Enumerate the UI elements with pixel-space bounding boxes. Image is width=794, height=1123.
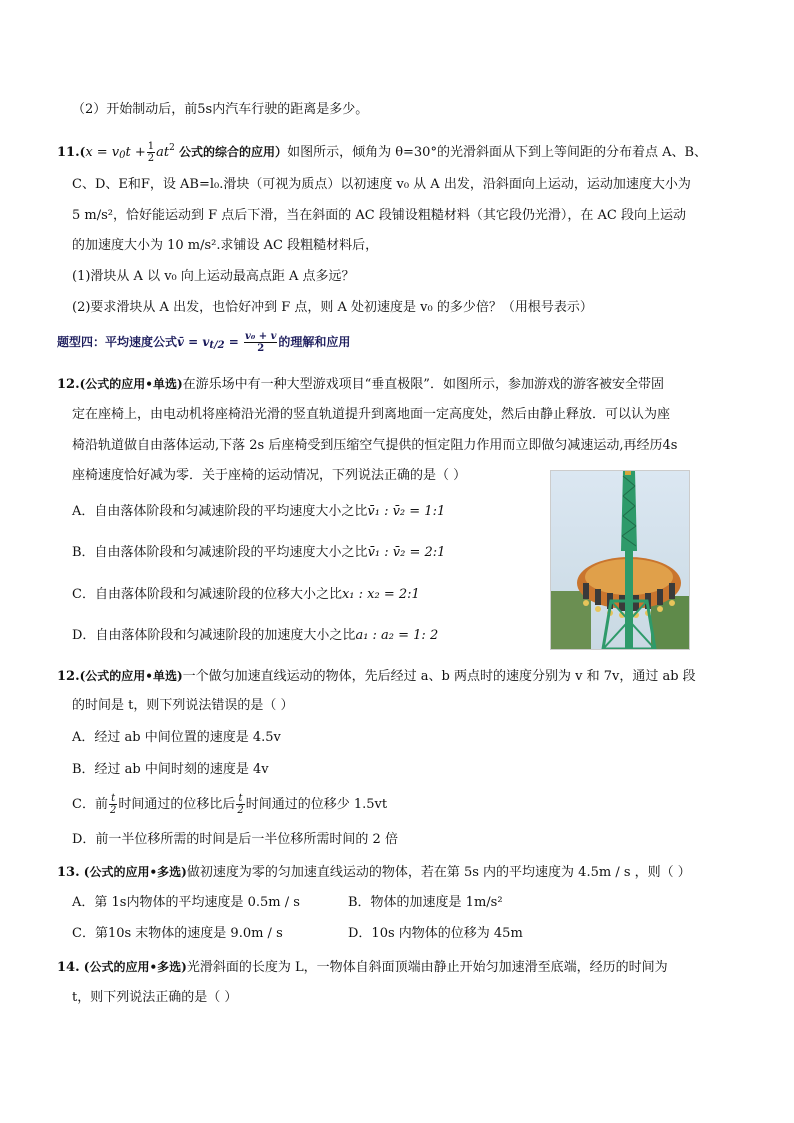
q14-line1 (57, 957, 668, 978)
q11-fraction (147, 141, 155, 164)
q11-line1-text: 如图所示，倾角为 θ=30°的光滑斜面从下到上等间距的分布着点 A、B、 (287, 145, 708, 160)
q11-formula-mid: t + (125, 145, 146, 160)
heading-frac-den: 2 (257, 343, 265, 354)
ride-photo-illustration (551, 471, 689, 649)
q13-option-d: D．10s 内物体的位移为 45m (348, 926, 523, 941)
q14-line1-text: 光滑斜面的长度为 L，一物体自斜面顶端由静止开始匀加速滑至底端，经历的时间为 (186, 960, 668, 975)
q11-formula-sub: 0 (119, 150, 126, 161)
q12a-line1 (57, 374, 664, 395)
q13-number: 13. (57, 865, 80, 880)
q12b-number: 12. (57, 669, 80, 684)
q13-line1-text: 做初速度为零的匀加速直线运动的物体，若在第 5s 内的平均速度为 4.5m / s ，则（ ） (186, 865, 691, 880)
q12b-frac-1 (109, 793, 117, 816)
q12b-tag: (公式的应用•单选) (79, 669, 183, 683)
q12b-line1 (57, 666, 696, 687)
q12a-option-a (72, 502, 445, 522)
q12b-frac-1-num: t (109, 793, 117, 805)
q12b-frac-2-num: t (236, 793, 244, 805)
q12a-option-c-formula: x₁ : x₂ = 2:1 (341, 587, 420, 602)
q14-number: 14. (57, 960, 80, 975)
q11-line2: C、D、E和F，设 AB=l₀.滑块（可视为质点）以初速度 v₀ 从 A 出发，沿斜面向上运动，运动加速度大小为 (72, 177, 691, 192)
q12b-frac-2-den: 2 (237, 805, 244, 816)
q12b-frac-2 (236, 793, 244, 816)
q12b-line1-text: 一个做匀加速直线运动的物体，先后经过 a、b 两点时的速度分别为 v 和 7v，通过 ab 段 (182, 669, 696, 684)
q12a-option-c-text: C．自由落体阶段和匀减速阶段的位移大小之比 (72, 587, 342, 602)
q11-tag-open: ( (79, 145, 86, 159)
q12b-option-b: B．经过 ab 中间时刻的速度是 4v (72, 762, 269, 777)
q12a-option-b-text: B．自由落体阶段和匀减速阶段的平均速度大小之比 (72, 545, 368, 560)
q12a-option-d-formula: a₁ : a₂ = 1: 2 (355, 628, 439, 643)
q12a-option-c (72, 585, 420, 605)
q11-line1 (57, 138, 707, 166)
q11-frac-num: 1 (147, 141, 155, 152)
heading-post: 的理解和应用 (278, 335, 351, 349)
q12b-line2: 的时间是 t，则下列说法错误的是（ ） (72, 698, 294, 713)
q14-line2: t，则下列说法正确的是（ ） (72, 990, 238, 1005)
section-heading (57, 331, 350, 356)
q12a-line3: 椅沿轨道做自由落体运动,下落 2s 后座椅受到压缩空气提供的恒定阻力作用而立即做匀减速运动,再经历4s (72, 438, 678, 453)
q13-line1 (57, 862, 691, 883)
q13-option-b: B．物体的加速度是 1m/s² (348, 895, 503, 910)
q12b-option-c-mid: 时间通过的位移比后 (118, 797, 236, 812)
q12b-option-d: D．前一半位移所需的时间是后一半位移所需时间的 2 倍 (72, 832, 398, 847)
q12b-option-c-pre: C．前 (72, 797, 108, 812)
q12a-line1-text: 在游乐场中有一种大型游戏项目“垂直极限”．如图所示，参加游戏的游客被安全带固 (182, 377, 664, 392)
q12a-tag: (公式的应用•单选) (79, 377, 183, 391)
heading-formula-eq: = (224, 335, 244, 349)
q12a-option-b (72, 543, 445, 563)
q12a-number: 12. (57, 377, 80, 392)
q11-sub1: (1)滑块从 A 以 v₀ 向上运动最高点距 A 点多远？ (72, 269, 355, 284)
q12a-option-b-formula: v̄₁ : v̄₂ = 2:1 (367, 545, 446, 560)
q12a-option-d-text: D．自由落体阶段和匀减速阶段的加速度大小之比 (72, 628, 356, 643)
q11-number: 11. (57, 145, 80, 160)
q11-formula-end: at (156, 145, 170, 160)
q12a-line2: 定在座椅上，由电动机将座椅沿光滑的竖直轨道提升到离地面一定高度处，然后由静止释放．可以认为座 (72, 407, 671, 422)
q11-formula-pre: x = v (85, 145, 120, 160)
q11-tag-rest: 公式的综合的应用） (174, 145, 288, 159)
q11-frac-den: 2 (147, 153, 155, 164)
heading-pre: 题型四：平均速度公式 (57, 335, 178, 349)
q12b-option-a: A．经过 ab 中间位置的速度是 4.5v (72, 730, 281, 745)
q11-sub2: (2)要求滑块从 A 出发，也恰好冲到 F 点，则 A 处初速度是 v₀ 的多少倍？（用根号表示） (72, 300, 593, 315)
q11-line3: 5 m/s²，恰好能运动到 F 点后下滑，当在斜面的 AC 段铺设粗糙材料（其它段仍光滑），在 AC 段向上运动 (72, 208, 686, 223)
q13-option-c: C．第10s 末物体的速度是 9.0m / s (72, 926, 283, 941)
heading-fraction (244, 331, 277, 354)
q12b-frac-1-den: 2 (109, 805, 117, 816)
heading-formula-sub: t/2 (209, 340, 225, 351)
heading-formula-left: v̄ = v (177, 335, 210, 349)
q10-sub2: （2）开始制动后，前5s内汽车行驶的距离是多少。 (72, 102, 369, 117)
q11-line4: 的加速度大小为 10 m/s².求铺设 AC 段粗糙材料后， (72, 238, 379, 253)
q13-tag: (公式的应用•多选) (79, 865, 187, 879)
q12b-option-c-post: 时间通过的位移少 1.5vt (245, 797, 388, 812)
q12b-option-c (72, 793, 387, 816)
q14-tag: (公式的应用•多选) (79, 960, 187, 974)
q12a-line4: 座椅速度恰好减为零．关于座椅的运动情况，下列说法正确的是（ ） (72, 468, 467, 483)
q11-formula-sup: 2 (169, 143, 175, 153)
ride-photo (550, 470, 690, 650)
q12a-option-a-formula: v̄₁ : v̄₂ = 1:1 (367, 504, 446, 519)
q12a-option-d (72, 626, 438, 646)
q13-option-a: A．第 1s内物体的平均速度是 0.5m / s (72, 895, 300, 910)
heading-frac-num: v₀ + v (245, 331, 277, 342)
q12a-option-a-text: A．自由落体阶段和匀减速阶段的平均速度大小之比 (72, 504, 368, 519)
